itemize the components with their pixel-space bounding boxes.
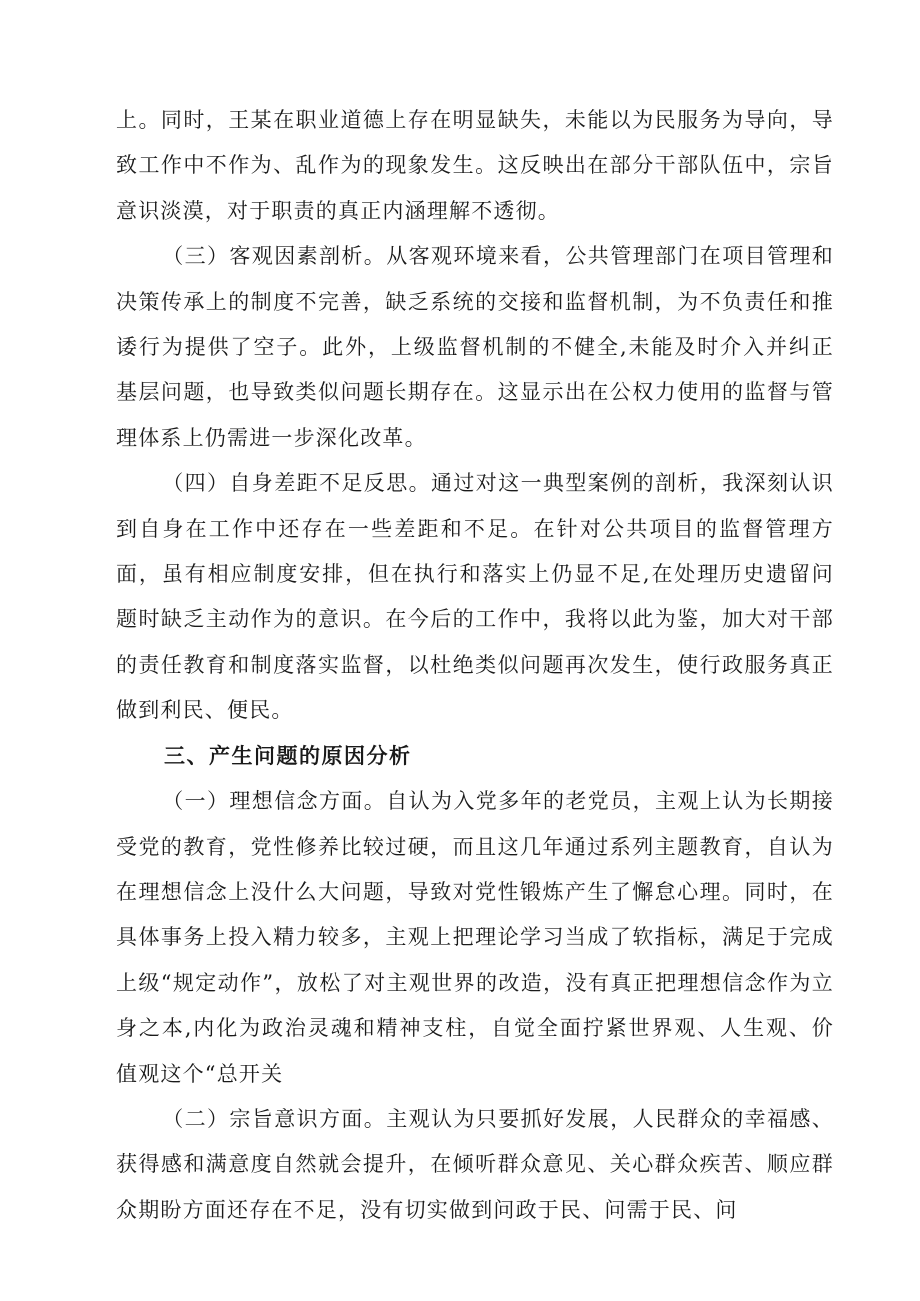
section-heading: 三、产生问题的原因分析 xyxy=(164,743,412,768)
document-page xyxy=(116,98,834,1233)
paragraph-continued: 上。同时，王某在职业道德上存在明显缺失，未能以为民服务为导向，导致工作中不作为、乱作为的现象发生。这反映出在部分干部队伍中，宗旨意识淡漠，对于职责的真正内涵理解不透彻。 xyxy=(116,108,834,223)
paragraph-objective-factors: （三）客观因素剖析。从客观环境来看，公共管理部门在项目管理和决策传承上的制度不完善，缺乏系统的交接和监督机制，为不负责任和推诿行为提供了空子。此外，上级监督机制的不健全,未能及时介入并纠正基层问题，也导致类似问题长期存在。这显示出在公权力使用的监督与管理体系上仍需进一步深化改革。 xyxy=(116,244,834,450)
paragraph-ideals-beliefs: （一）理想信念方面。自认为入党多年的老党员，主观上认为长期接受党的教育，党性修养比较过硬，而且这几年通过系列主题教育，自认为在理想信念上没什么大问题，导致对党性锻炼产生了懈怠心理。同时，在具体事务上投入精力较多，主观上把理论学习当成了软指标，满足于完成上级“规定动作”，放松了对主观世界的改造，没有真正把理想信念作为立身之本,内化为政治灵魂和精神支柱，自觉全面拧紧世界观、人生观、价值观这个“总开关 xyxy=(116,789,834,1086)
paragraph-self-reflection: （四）自身差距不足反思。通过对这一典型案例的剖析，我深刻认识到自身在工作中还存在一些差距和不足。在针对公共项目的监督管理方面，虽有相应制度安排，但在执行和落实上仍显不足,在处理历史遗留问题时缺乏主动作为的意识。在今后的工作中，我将以此为鉴，加大对干部的责任教育和制度落实监督，以杜绝类似问题再次发生，使行政服务真正做到利民、便民。 xyxy=(116,471,834,723)
paragraph-purpose-awareness: （二）宗旨意识方面。主观认为只要抓好发展，人民群众的幸福感、获得感和满意度自然就会提升，在倾听群众意见、关心群众疾苦、顺应群众期盼方面还存在不足，没有切实做到问政于民、问需于民、问 xyxy=(116,1106,834,1222)
